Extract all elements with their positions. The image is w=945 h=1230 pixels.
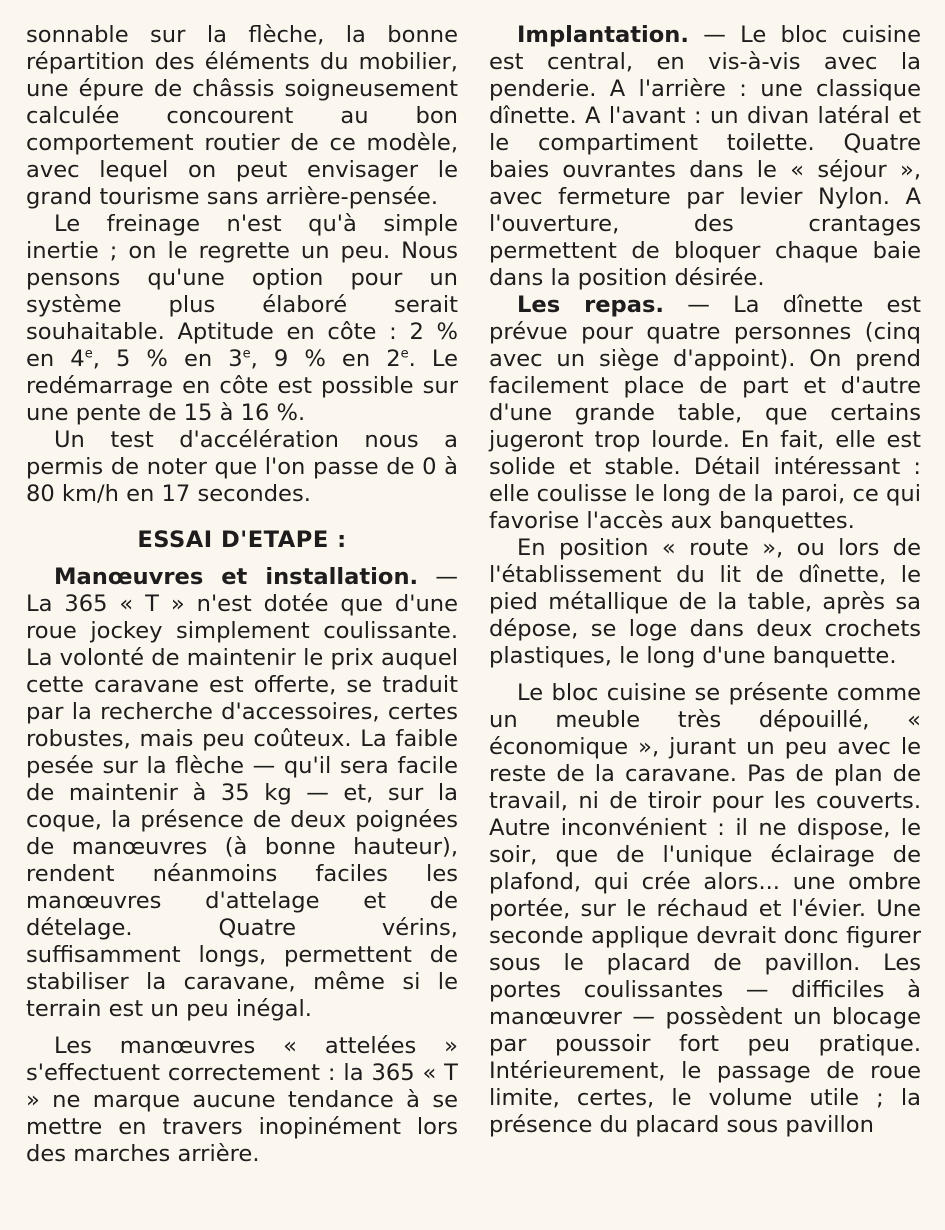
paragraph-attelees: Les manœuvres « attelées » s'effectuent correctement : la 365 « T » ne marque aucune tendance à se mettre en travers inopinément lors des marches arrière. — [26, 1033, 458, 1167]
text-run: , 5 % en 3 — [92, 346, 243, 372]
paragraph-manoeuvres — [26, 564, 458, 1023]
run-in-heading: Les repas. — [517, 292, 665, 318]
paragraph-acceleration: Un test d'accélération nous a permis de noter que l'on passe de 0 à 80 km/h en 17 secondes. — [26, 427, 458, 507]
text-run: Le freinage n'est qu'à simple inertie ; on le regrette un peu. Nous pensons qu'une option pour un système plus élaboré serait souhaitable. Aptitude en côte : 2 % en 4 — [26, 211, 458, 372]
text-run: . Le redémarrage en côte est possible sur une pente de 15 à 16 %. — [26, 346, 458, 426]
paragraph-freinage — [26, 211, 458, 427]
superscript: e — [84, 346, 93, 362]
paragraph-position-route: En position « route », ou lors de l'établissement du lit de dînette, le pied métallique de la table, après sa dépose, se loge dans deux crochets plastiques, le long d'une banquette. — [489, 535, 921, 669]
text-run: , 9 % en 2 — [250, 346, 401, 372]
superscript: e — [242, 346, 251, 362]
section-heading: ESSAI D'ETAPE : — [137, 527, 347, 553]
paragraph-chassis: sonnable sur la flèche, la bonne répartition des éléments du mobilier, une épure de châssis soigneusement calculée concourent au bon comportement routier de ce modèle, avec lequel on peut envisager le grand tourisme sans arrière-pensée. — [26, 22, 458, 210]
run-in-heading: Implantation. — [517, 22, 689, 48]
text-run: — La dînette est prévue pour quatre personnes (cinq avec un siège d'appoint). On prend facilement place de part et d'autre d'une grande table, que certains jugeront trop lourde. En fait, elle est solide et stable. Détail intéressant : elle coulisse le long de la paroi, ce qui favorise l'accès aux banquettes. — [489, 292, 921, 534]
paragraph-bloc-cuisine: Le bloc cuisine se présente comme un meuble très dépouillé, « économique », jurant un peu avec le reste de la caravane. Pas de plan de travail, ni de tiroir pour les couverts. Autre inconvénient : il ne dispose, le soir, que de l'unique éclairage de plafond, qui crée alors... une ombre portée, sur le réchaud et l'évier. Une seconde applique devrait donc figurer sous le placard de pavillon. Les portes coulissantes — difficiles à manœuvrer — possèdent un blocage par poussoir fort peu pratique. Intérieurement, le passage de roue limite, certes, le volume utile ; la présence du placard sous pavillon — [489, 680, 921, 1138]
right-column — [489, 22, 921, 1230]
paragraph-implantation — [489, 22, 921, 292]
text-run: — La 365 « T » n'est dotée que d'une roue jockey simplement coulissante. La volonté de maintenir le prix auquel cette caravane est offerte, se traduit par la recherche d'accessoires, certes robustes, mais peu coûteux. La faible pesée sur la flèche — qu'il sera facile de maintenir à 35 kg — et, sur la coque, la présence de deux poignées de manœuvres (à bonne hauteur), rendent néanmoins faciles les manœuvres d'attelage et de dételage. Quatre vérins, suffisamment longs, permettent de stabiliser la caravane, même si le terrain est un peu inégal. — [26, 564, 458, 1022]
text-run: — Le bloc cuisine est central, en vis-à-vis avec la penderie. A l'arrière : une classique dînette. A l'avant : un divan latéral et le compartiment toilette. Quatre baies ouvrantes dans le « séjour », avec fermeture par levier Nylon. A l'ouverture, des crantages permettent de bloquer chaque baie dans la position désirée. — [489, 22, 921, 291]
run-in-heading: Manœuvres et installation. — [54, 564, 419, 590]
left-column — [26, 22, 458, 1230]
superscript: e — [400, 346, 409, 362]
paragraph-repas — [489, 292, 921, 535]
